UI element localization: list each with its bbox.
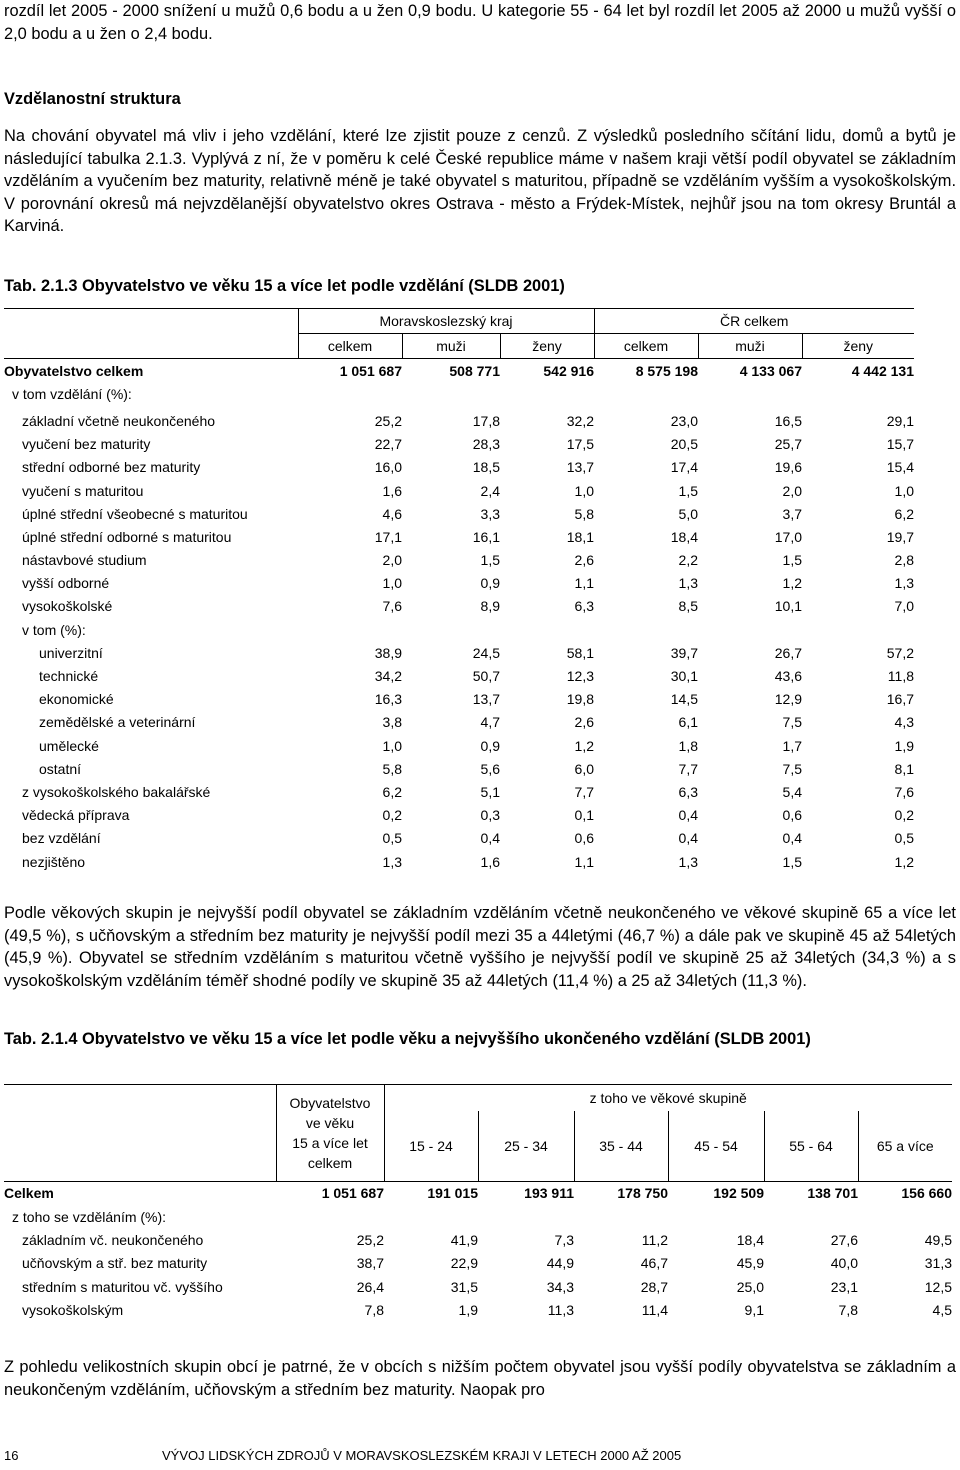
cell: 4,5 xyxy=(932,1302,952,1319)
cell: 10,1 xyxy=(774,598,802,615)
cell: 193 911 xyxy=(524,1185,574,1202)
cell: 1,5 xyxy=(782,552,802,569)
table2-caption: Tab. 2.1.4 Obyvatelstvo ve věku 15 a více let podle věku a nejvyššího ukončeného vzdělání (SLDB 2001) xyxy=(4,1030,811,1048)
table-row xyxy=(4,1298,952,1321)
cell: 1,6 xyxy=(382,482,402,499)
cell: 27,6 xyxy=(830,1231,858,1248)
group-header-age: z toho ve věkové skupině xyxy=(384,1085,952,1112)
row-label: vyučení bez maturity xyxy=(22,436,151,453)
cell: 38,9 xyxy=(374,644,402,661)
row-label: umělecké xyxy=(39,737,99,754)
cell: 4 442 131 xyxy=(851,362,914,379)
cell: 17,5 xyxy=(566,436,594,453)
cell: 0,2 xyxy=(894,807,914,824)
cell: 1,0 xyxy=(894,482,914,499)
cell: 1,8 xyxy=(678,737,698,754)
row-label: úplné střední odborné s maturitou xyxy=(22,528,232,545)
cell: 39,7 xyxy=(670,644,698,661)
table-row xyxy=(4,850,914,873)
cell: 34,2 xyxy=(374,668,402,685)
cell: 4 133 067 xyxy=(739,362,802,379)
cell: 1,9 xyxy=(894,737,914,754)
cell: 29,1 xyxy=(886,412,914,429)
table-row xyxy=(4,780,914,803)
table-row xyxy=(4,688,914,711)
column-header: 65 a více xyxy=(858,1111,952,1181)
cell: 12,9 xyxy=(774,691,802,708)
cell: 9,1 xyxy=(744,1302,764,1319)
cell: 4,7 xyxy=(480,714,500,731)
row-label: Celkem xyxy=(4,1185,54,1202)
table1-group-header xyxy=(4,309,914,334)
column-header: celkem xyxy=(298,334,402,359)
cell: 17,8 xyxy=(472,412,500,429)
table-row xyxy=(4,1228,952,1251)
table-row-total xyxy=(4,1181,952,1205)
cell: 1,5 xyxy=(782,853,802,870)
row-label: nástavbové studium xyxy=(22,552,147,569)
cell: 508 771 xyxy=(449,362,500,379)
cell: 8 575 198 xyxy=(635,362,698,379)
table-row xyxy=(4,433,914,456)
table-row xyxy=(4,827,914,850)
table-row xyxy=(4,502,914,525)
cell: 16,7 xyxy=(886,691,914,708)
cell: 2,6 xyxy=(574,552,594,569)
cell: 25,2 xyxy=(374,412,402,429)
cell: 1,3 xyxy=(894,575,914,592)
cell: 5,4 xyxy=(782,783,802,800)
row-label: univerzitní xyxy=(39,644,103,661)
cell: 20,5 xyxy=(670,436,698,453)
cell: 45,9 xyxy=(736,1255,764,1272)
cell: 17,4 xyxy=(670,459,698,476)
table-row xyxy=(4,734,914,757)
cell: 1,0 xyxy=(382,737,402,754)
row-label: z toho se vzděláním (%): xyxy=(12,1208,167,1225)
row-label: středním s maturitou vč. vyššího xyxy=(22,1278,223,1295)
cell: 44,9 xyxy=(546,1255,574,1272)
cell: 7,6 xyxy=(382,598,402,615)
table-row xyxy=(4,1252,952,1275)
cell: 26,7 xyxy=(774,644,802,661)
cell: 2,0 xyxy=(382,552,402,569)
table-row xyxy=(4,804,914,827)
cell: 0,4 xyxy=(782,830,802,847)
cell: 8,9 xyxy=(480,598,500,615)
cell: 22,9 xyxy=(450,1255,478,1272)
cell: 25,7 xyxy=(774,436,802,453)
row-label: ekonomické xyxy=(39,691,114,708)
cell: 2,4 xyxy=(480,482,500,499)
cell: 23,0 xyxy=(670,412,698,429)
cell: 11,4 xyxy=(641,1302,668,1319)
row-label: ostatní xyxy=(39,760,82,777)
cell: 192 509 xyxy=(713,1185,764,1202)
cell: 2,8 xyxy=(894,552,914,569)
cell: 1,3 xyxy=(382,853,402,870)
table1-body xyxy=(4,405,914,873)
cell: 1,3 xyxy=(678,575,698,592)
table-row-total xyxy=(4,359,914,383)
row-label: učňovským a stř. bez maturity xyxy=(22,1255,208,1272)
column-header: 35 - 44 xyxy=(574,1111,668,1181)
cell: 7,7 xyxy=(678,760,698,777)
table-row xyxy=(4,595,914,618)
cell: 1,5 xyxy=(678,482,698,499)
cell: 1,2 xyxy=(894,853,914,870)
cell: 6,0 xyxy=(574,760,594,777)
footer-title: VÝVOJ LIDSKÝCH ZDROJŮ V MORAVSKOSLEZSKÉM KRAJI V LETECH 2000 AŽ 2005 xyxy=(162,1448,682,1463)
table-row-subheading xyxy=(4,618,914,641)
row-label: nezjištěno xyxy=(22,853,86,870)
cell: 1,6 xyxy=(480,853,500,870)
cell: 1,1 xyxy=(574,575,594,592)
row-label: technické xyxy=(39,668,99,685)
row-label: v tom vzdělání (%): xyxy=(12,385,132,402)
cell: 16,0 xyxy=(374,459,402,476)
column-header: 55 - 64 xyxy=(764,1111,858,1181)
cell: 138 701 xyxy=(807,1185,858,1202)
cell: 46,7 xyxy=(640,1255,668,1272)
table-row xyxy=(4,1275,952,1298)
row-label: vysokoškolským xyxy=(22,1302,124,1319)
cell: 18,4 xyxy=(670,528,698,545)
cell: 5,0 xyxy=(678,505,698,522)
cell: 4,3 xyxy=(894,714,914,731)
column-header: 45 - 54 xyxy=(668,1111,764,1181)
cell: 2,0 xyxy=(782,482,802,499)
table2-body xyxy=(4,1228,952,1322)
column-header-total: Obyvatelstvo ve věku 15 a více let celkem xyxy=(276,1085,384,1182)
table-row xyxy=(4,572,914,595)
cell: 0,6 xyxy=(782,807,802,824)
cell: 191 015 xyxy=(427,1185,478,1202)
cell: 28,3 xyxy=(472,436,500,453)
cell: 19,7 xyxy=(886,528,914,545)
row-label: vyučení s maturitou xyxy=(22,482,144,499)
cell: 23,1 xyxy=(830,1278,858,1295)
group-header-region: Moravskoslezský kraj xyxy=(298,309,594,334)
cell: 1,1 xyxy=(574,853,594,870)
row-label: střední odborné bez maturity xyxy=(22,459,201,476)
cell: 0,5 xyxy=(382,830,402,847)
table-row xyxy=(4,641,914,664)
column-header: celkem xyxy=(594,334,698,359)
table-row xyxy=(4,549,914,572)
cell: 13,7 xyxy=(566,459,594,476)
cell: 22,7 xyxy=(374,436,402,453)
table1-column-header xyxy=(4,334,914,359)
cell: 0,4 xyxy=(678,807,698,824)
cell: 0,5 xyxy=(894,830,914,847)
cell: 17,1 xyxy=(374,528,402,545)
cell: 40,0 xyxy=(830,1255,858,1272)
cell: 32,2 xyxy=(566,412,594,429)
cell: 18,5 xyxy=(472,459,500,476)
table1-caption: Tab. 2.1.3 Obyvatelstvo ve věku 15 a více let podle vzdělání (SLDB 2001) xyxy=(4,277,565,295)
cell: 1,9 xyxy=(458,1302,478,1319)
cell: 1 051 687 xyxy=(321,1185,384,1202)
row-label: Obyvatelstvo celkem xyxy=(4,362,144,379)
cell: 15,4 xyxy=(886,459,914,476)
column-header: 15 - 24 xyxy=(384,1111,478,1181)
cell: 7,5 xyxy=(782,760,802,777)
row-label: základním vč. neukončeného xyxy=(22,1231,204,1248)
cell: 38,7 xyxy=(356,1255,384,1272)
cell: 13,7 xyxy=(472,691,500,708)
cell: 3,3 xyxy=(480,505,500,522)
cell: 5,6 xyxy=(480,760,500,777)
row-label: zemědělské a veterinární xyxy=(39,714,196,731)
cell: 50,7 xyxy=(472,668,500,685)
cell: 15,7 xyxy=(886,436,914,453)
group-header-country: ČR celkem xyxy=(594,309,914,334)
cell: 1,7 xyxy=(782,737,802,754)
cell: 6,1 xyxy=(678,714,698,731)
page-number: 16 xyxy=(4,1448,19,1463)
column-header: ženy xyxy=(500,334,594,359)
cell: 25,0 xyxy=(736,1278,764,1295)
cell: 58,1 xyxy=(566,644,594,661)
table-row-subheading xyxy=(4,1205,952,1228)
cell: 0,9 xyxy=(480,575,500,592)
cell: 0,3 xyxy=(480,807,500,824)
cell: 26,4 xyxy=(356,1278,384,1295)
middle-paragraph: Podle věkových skupin je nejvyšší podíl obyvatel se základním vzděláním včetně neukončeného ve věkové skupině 65 a více let (49,5 %), s učňovským a středním bez maturity je nejvyšší podíl mezi 35 a 44letými (46,7 %) a dále pak ve skupině 45 až 54letých (45,9 %). Obyvatel se středním vzděláním s maturitou včetně vyššího je nejvyšší podíl ve skupině 25 až 34letých (34,3 %) a s vysokoškolským vzděláním téměř shodné podíly ve skupině 35 až 44letých (11,4 %) a 25 až 34letých (11,3 %). xyxy=(4,904,956,990)
column-header: muži xyxy=(402,334,500,359)
cell: 1 051 687 xyxy=(339,362,402,379)
cell: 43,6 xyxy=(774,668,802,685)
cell: 19,6 xyxy=(774,459,802,476)
cell: 156 660 xyxy=(901,1185,952,1202)
cell: 5,8 xyxy=(382,760,402,777)
row-label: vyšší odborné xyxy=(22,575,110,592)
row-label: vědecká příprava xyxy=(22,807,130,824)
cell: 178 750 xyxy=(617,1185,668,1202)
cell: 0,2 xyxy=(382,807,402,824)
cell: 0,1 xyxy=(574,807,594,824)
row-label: z vysokoškolského bakalářské xyxy=(22,783,211,800)
bottom-paragraph: Z pohledu velikostních skupin obcí je patrné, že v obcích s nižším počtem obyvatel jsou vyšší podíly obyvatelstva se základním a neukončeným vzděláním, učňovským a středním bez maturity. Naopak pro xyxy=(4,1358,956,1399)
column-header: muži xyxy=(698,334,802,359)
table-row xyxy=(4,711,914,734)
cell: 5,1 xyxy=(480,783,500,800)
cell: 8,1 xyxy=(894,760,914,777)
cell: 11,2 xyxy=(641,1231,668,1248)
cell: 7,5 xyxy=(782,714,802,731)
cell: 2,2 xyxy=(678,552,698,569)
cell: 31,3 xyxy=(924,1255,952,1272)
row-label: základní včetně neukončeného xyxy=(22,412,216,429)
cell: 3,7 xyxy=(782,505,802,522)
table-row xyxy=(4,525,914,548)
cell: 18,4 xyxy=(736,1231,764,1248)
column-header: ženy xyxy=(802,334,914,359)
cell: 28,7 xyxy=(640,1278,668,1295)
cell: 49,5 xyxy=(924,1231,952,1248)
cell: 8,5 xyxy=(678,598,698,615)
cell: 7,6 xyxy=(894,783,914,800)
table-row xyxy=(4,409,914,432)
table-row xyxy=(4,456,914,479)
table-row-subheading xyxy=(4,382,914,405)
cell: 6,3 xyxy=(574,598,594,615)
cell: 34,3 xyxy=(546,1278,574,1295)
top-paragraph: rozdíl let 2005 - 2000 snížení u mužů 0,6 bodu a u žen 0,9 bodu. U kategorie 55 - 64 let byl rozdíl let 2005 až 2000 u mužů vyšší o 2,0 bodu a u žen o 2,4 bodu. xyxy=(4,2,956,43)
cell: 5,8 xyxy=(574,505,594,522)
table-row xyxy=(4,664,914,687)
cell: 6,2 xyxy=(382,783,402,800)
education-table xyxy=(4,308,914,873)
cell: 24,5 xyxy=(472,644,500,661)
column-header: 25 - 34 xyxy=(478,1111,574,1181)
row-label: bez vzdělání xyxy=(22,830,101,847)
section-heading: Vzdělanostní struktura xyxy=(4,90,181,108)
cell: 0,4 xyxy=(480,830,500,847)
row-label: úplné střední všeobecné s maturitou xyxy=(22,505,248,522)
cell: 11,3 xyxy=(547,1302,574,1319)
cell: 12,5 xyxy=(924,1278,952,1295)
cell: 1,0 xyxy=(574,482,594,499)
table2-header xyxy=(4,1085,952,1112)
cell: 25,2 xyxy=(356,1231,384,1248)
cell: 4,6 xyxy=(382,505,402,522)
row-label: vysokoškolské xyxy=(22,598,113,615)
cell: 7,8 xyxy=(838,1302,858,1319)
cell: 0,4 xyxy=(678,830,698,847)
cell: 6,2 xyxy=(894,505,914,522)
cell: 7,3 xyxy=(554,1231,574,1248)
cell: 30,1 xyxy=(670,668,698,685)
cell: 19,8 xyxy=(566,691,594,708)
cell: 41,9 xyxy=(450,1231,478,1248)
cell: 6,3 xyxy=(678,783,698,800)
cell: 11,8 xyxy=(887,668,914,685)
table-row xyxy=(4,479,914,502)
cell: 0,9 xyxy=(480,737,500,754)
cell: 1,2 xyxy=(574,737,594,754)
cell: 18,1 xyxy=(566,528,594,545)
cell: 1,0 xyxy=(382,575,402,592)
cell: 1,5 xyxy=(480,552,500,569)
cell: 17,0 xyxy=(774,528,802,545)
cell: 31,5 xyxy=(450,1278,478,1295)
section-paragraph: Na chování obyvatel má vliv i jeho vzdělání, které lze zjistit pouze z cenzů. Z výsledků posledního sčítání lidu, domů a bytů je následující tabulka 2.1.3. Vyplývá z ní, že v poměru k celé České republice máme v našem kraji větší podíl obyvatel se základním vzděláním a vyučením bez maturity, relativně méně je také obyvatel s maturitou, případně se vzděláním vyšším a vysokoškolským. V porovnání okresů má nejvzdělanější obyvatelstvo okres Ostrava - město a Frýdek-Místek, nejhůř jsou na tom okresy Bruntál a Karviná. xyxy=(4,127,956,235)
cell: 1,2 xyxy=(782,575,802,592)
cell: 7,7 xyxy=(574,783,594,800)
cell: 2,6 xyxy=(574,714,594,731)
cell: 0,6 xyxy=(574,830,594,847)
cell: 7,8 xyxy=(364,1302,384,1319)
age-education-table xyxy=(4,1084,952,1322)
cell: 7,0 xyxy=(894,598,914,615)
row-label: v tom (%): xyxy=(22,621,86,638)
cell: 12,3 xyxy=(566,668,594,685)
cell: 542 916 xyxy=(543,362,594,379)
cell: 3,8 xyxy=(382,714,402,731)
cell: 14,5 xyxy=(670,691,698,708)
cell: 1,3 xyxy=(678,853,698,870)
cell: 16,1 xyxy=(472,528,500,545)
cell: 16,5 xyxy=(774,412,802,429)
cell: 16,3 xyxy=(374,691,402,708)
table-row xyxy=(4,757,914,780)
cell: 57,2 xyxy=(886,644,914,661)
